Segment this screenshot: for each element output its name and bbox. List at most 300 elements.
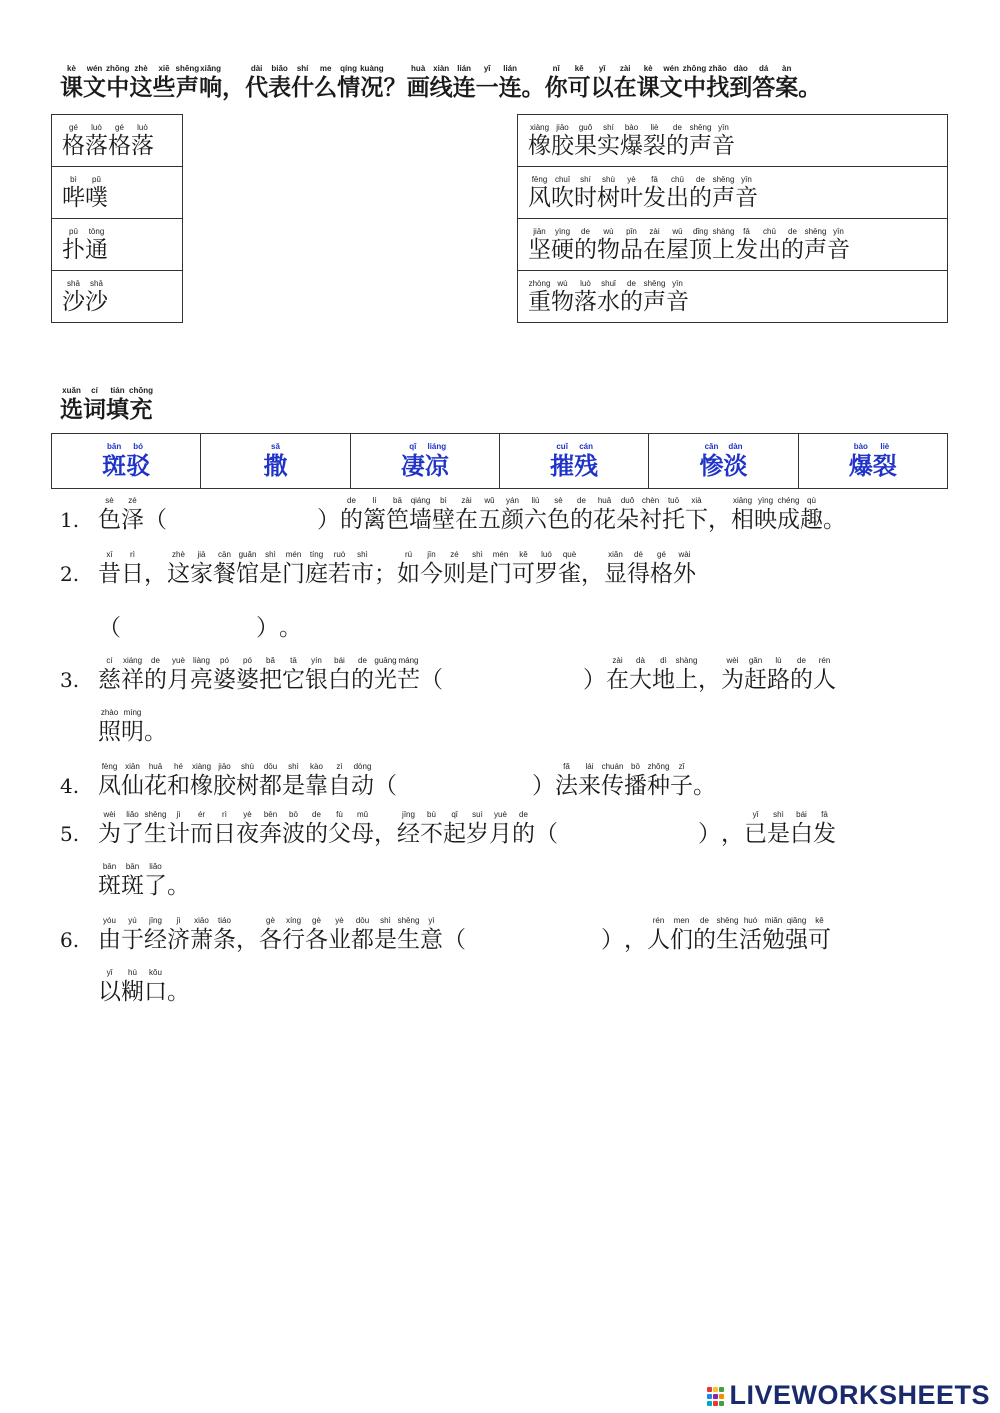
pinyin: tuō [667,496,680,505]
char-token [98,656,121,694]
char-token [478,496,501,534]
pinyin: xiāo [194,916,209,925]
char-token [689,175,712,211]
hanzi: 橡 [190,773,213,799]
char-token [698,656,721,694]
pinyin: hé [174,762,183,771]
pinyin [374,810,397,820]
pinyin: liàng [193,656,210,665]
hanzi: 。 [693,773,716,799]
pinyin: zǐ [678,762,685,771]
char-token [236,810,259,848]
pinyin: jīn [427,550,436,559]
char-token [190,656,213,694]
char-token [528,279,551,315]
section2-title [60,386,153,424]
pinyin: lù [775,656,782,665]
pinyin [144,550,167,560]
hanzi: 了 [121,821,144,847]
pinyin: xíng [285,916,302,925]
char-token [466,550,489,588]
question-line [98,762,716,800]
hanzi: 昔 [98,561,121,587]
pinyin [374,550,397,560]
hanzi: 音 [712,132,735,159]
char-token [374,762,397,800]
char-token [305,762,328,800]
hanzi: 篱 [363,507,386,533]
answer-blank[interactable] [167,506,317,534]
pinyin: zhǎo [708,64,727,73]
hanzi: ； [374,561,397,587]
char-token [314,64,337,102]
char-token [643,175,666,211]
pinyin: chū [763,226,776,236]
char-token [643,227,666,263]
hanzi: ， [222,74,246,101]
hanzi: 可 [512,561,535,587]
pinyin: guǒ [578,122,593,132]
sound-word-1[interactable] [52,115,183,167]
answer-blank[interactable] [558,820,698,848]
hanzi: 餐 [213,561,236,587]
char-token [121,656,144,694]
char-token [551,279,574,315]
hanzi: 把 [259,667,282,693]
pinyin: xiàng [191,762,212,771]
pinyin [443,916,466,926]
hanzi: 而 [190,821,213,847]
pinyin: shì [357,550,368,559]
pinyin: de [696,174,705,184]
pinyin: jiā [197,550,206,559]
hanzi: 淡 [723,451,748,480]
hanzi: ， [708,507,731,533]
pinyin: xuǎn [62,386,81,395]
hanzi: 月 [489,821,512,847]
char-token [98,916,121,954]
hanzi: 落 [131,132,154,159]
char-token [305,656,328,694]
pinyin: dá [759,64,769,73]
char-token [291,64,314,102]
char-token [213,810,236,848]
pinyin: zài [649,226,660,236]
hanzi: 是 [767,821,790,847]
question-line [98,810,836,848]
char-token [328,656,351,694]
char-token [62,227,85,263]
hanzi: 各 [305,927,328,953]
hanzi: 笆 [386,507,409,533]
hanzi: 壁 [432,507,455,533]
char-token [121,916,144,954]
question-number: 3. [60,668,80,692]
pinyin: kě [519,550,528,559]
char-token [660,64,683,102]
hanzi: 生 [144,821,167,847]
pinyin: bái [334,656,345,665]
pinyin [167,968,190,978]
sound-meaning-3[interactable] [518,219,948,271]
hanzi: 中 [106,74,130,101]
pinyin: shēng [175,64,200,73]
hanzi: 托 [662,507,685,533]
pinyin: fā [821,810,828,819]
char-token [245,64,268,102]
char-token [673,550,696,588]
hanzi: 音 [827,236,850,263]
char-token [597,175,620,211]
hanzi: 橡 [528,132,551,159]
char-token [167,762,190,800]
char-token [420,916,443,954]
hanzi: 实 [597,132,620,159]
hanzi: 波 [282,821,305,847]
hanzi: 什 [291,74,315,101]
pinyin: dào [733,64,748,73]
char-token [236,550,259,588]
hanzi: 糊 [121,979,144,1005]
hanzi: 来 [578,773,601,799]
char-token [752,64,775,102]
pinyin: shā [67,278,80,288]
hanzi: 沙 [62,288,85,315]
hanzi: ） [317,507,340,533]
char-token [305,810,328,848]
pinyin: yìng [757,496,774,505]
char-token [666,123,689,159]
hanzi: 格 [62,132,85,159]
pinyin: kě [815,916,824,925]
pinyin [144,708,167,718]
pinyin: bō [289,810,298,819]
char-token [167,810,190,848]
pinyin: cǎn [704,442,719,451]
char-token [384,64,407,102]
pinyin: luò [137,122,148,132]
hanzi: 生 [716,927,739,953]
hanzi: 婆 [236,667,259,693]
pinyin: guǎn [238,550,257,559]
pinyin: dòng [353,762,372,771]
pinyin: wù [603,226,614,236]
hanzi: ） [532,773,555,799]
char-token [716,916,739,954]
pinyin: àn [782,64,792,73]
hanzi: 。 [167,873,190,899]
hanzi: 罗 [535,561,558,587]
char-token [528,175,551,211]
sound-meaning-2[interactable] [518,167,948,219]
hanzi: 衬 [639,507,662,533]
hanzi: 文 [659,74,683,101]
char-token [144,762,167,800]
char-token [420,810,443,848]
hanzi: 岁 [466,821,489,847]
pinyin: zài [461,496,472,505]
pinyin: dàn [728,442,743,451]
hanzi: 成 [777,507,800,533]
pinyin: luò [91,122,102,132]
hanzi: 市 [351,561,374,587]
hanzi: 映 [754,507,777,533]
pinyin: shā [90,278,103,288]
pinyin: zhào [100,708,119,717]
pinyin: tōng [88,226,105,236]
word-bank-item[interactable] [350,434,499,489]
char-token [317,496,340,534]
pinyin: qiǎng [786,916,807,925]
char-token [601,762,624,800]
hanzi: 上 [712,236,735,263]
answer-blank[interactable] [397,772,532,800]
char-token [453,64,476,102]
char-token [512,550,535,588]
char-token [568,64,591,102]
char-token [167,656,190,694]
char-token [574,442,598,480]
logo-text: LIVEWORKSHEETS [729,1380,990,1410]
hanzi: 路 [767,667,790,693]
char-token [213,916,236,954]
pinyin: huà [411,64,426,73]
sound-meaning-1[interactable] [518,115,948,167]
hanzi: 条 [213,927,236,953]
pinyin: bān [107,442,122,451]
word-bank-item[interactable] [52,434,201,489]
hanzi: 由 [98,927,121,953]
word-bank-item[interactable] [798,434,947,489]
pinyin: huā [597,496,612,505]
hanzi: 连 [452,74,476,101]
hanzi: 计 [167,821,190,847]
char-token [167,916,190,954]
hanzi: 花 [144,773,167,799]
char-token [282,550,305,588]
hanzi: 课 [636,74,660,101]
pinyin [420,656,443,666]
pinyin: xiāng [732,496,753,505]
hanzi: 文 [83,74,106,101]
pinyin: shēng [643,278,666,288]
pinyin: de [358,656,367,665]
hanzi: ， [581,561,604,587]
char-token [643,123,666,159]
hanzi: 上 [675,667,698,693]
pinyin: zhè [134,64,148,73]
question-6 [60,912,940,1006]
pinyin: sè [554,496,563,505]
char-token [873,442,897,480]
char-token [167,550,190,588]
char-token [360,64,384,102]
hanzi: 祥 [121,667,144,693]
hanzi: 裂 [643,132,666,159]
pinyin: shàng [712,226,735,236]
hanzi: 人 [647,927,670,953]
char-token [827,227,850,263]
pinyin: shēng [144,810,167,819]
char-token [604,550,627,588]
char-token [551,175,574,211]
char-token [712,227,735,263]
pinyin [601,916,624,926]
char-token [351,916,374,954]
word-bank-item[interactable] [649,434,798,489]
hanzi: 噗 [85,184,108,211]
hanzi: 中 [682,74,706,101]
char-token [558,550,581,588]
pinyin: cān [218,550,231,559]
hanzi: 填 [106,396,129,423]
pinyin: lián [457,64,472,73]
pinyin: mén [285,550,302,559]
hanzi: 。 [279,615,302,641]
hanzi: 一 [475,74,499,101]
char-token [804,227,827,263]
char-token [790,810,813,848]
answer-blank[interactable] [466,926,601,954]
char-token [476,64,499,102]
hanzi: 发 [813,821,836,847]
char-token [263,442,287,480]
sound-word-4[interactable] [52,271,183,323]
hanzi: 是 [282,773,305,799]
hanzi: 树 [597,184,620,211]
hanzi: 强 [785,927,808,953]
question-line [98,708,167,746]
pinyin: zé [128,496,137,505]
char-token [213,550,236,588]
char-token [386,496,409,534]
hanzi: 今 [420,561,443,587]
char-token [666,279,689,315]
pinyin: chōng [129,386,153,395]
hanzi: ， [624,927,647,953]
char-token [108,123,131,159]
pinyin: fā [743,226,750,236]
pinyin: wù [557,278,568,288]
hanzi: 的 [305,821,328,847]
sound-meaning-4[interactable] [518,271,948,323]
char-token [374,810,397,848]
pinyin: cán [579,442,594,451]
pinyin: liè [650,122,659,132]
pinyin: zhòng [528,278,551,288]
pinyin: yīn [833,226,844,236]
hanzi: 种 [647,773,670,799]
answer-blank[interactable] [121,614,256,642]
char-token [758,227,781,263]
pinyin: yè [627,174,636,184]
question-line [98,862,190,900]
hanzi: 选 [60,396,83,423]
hanzi: 外 [673,561,696,587]
char-token [800,496,823,534]
hanzi: 在 [643,236,666,263]
hanzi: 于 [121,927,144,953]
pinyin: pǐn [626,226,637,236]
hanzi: 都 [351,927,374,953]
pinyin: jì [176,810,181,819]
pinyin: rú [404,550,413,559]
question-number: 6. [60,928,80,952]
pinyin: yīn [672,278,683,288]
pinyin [698,810,721,820]
pinyin: kào [310,762,323,771]
hanzi: 如 [397,561,420,587]
hanzi: 音 [735,184,758,211]
char-token [282,656,305,694]
char-token [121,550,144,588]
char-token [144,656,167,694]
pinyin: yè [335,916,344,925]
sound-word-3[interactable] [52,219,183,271]
pinyin [144,496,167,506]
hanzi: 撒 [263,451,288,480]
pinyin: sǎ [271,442,280,451]
char-token [528,227,551,263]
char-token [121,762,144,800]
hanzi: ） [256,615,279,641]
word-bank-item[interactable] [499,434,648,489]
pinyin: gé [657,550,666,559]
word-bank-item[interactable] [201,434,350,489]
char-token [259,656,282,694]
hanzi: 落 [85,132,108,159]
pinyin: cuī [556,442,568,451]
hanzi: ， [236,927,259,953]
char-token [729,64,752,102]
char-token [199,64,222,102]
pinyin: yuè [494,810,507,819]
hanzi: 显 [604,561,627,587]
pinyin: biǎo [271,64,288,73]
pinyin: tā [290,656,297,665]
pinyin: shì [773,810,784,819]
pinyin: jiān [533,226,546,236]
pinyin: yè [243,810,252,819]
answer-blank[interactable] [443,666,583,694]
pinyin [317,496,340,506]
hanzi: 相 [731,507,754,533]
question-number: 4. [60,774,80,798]
pinyin: rì [222,810,227,819]
pinyin: jīng [149,916,162,925]
hanzi: 播 [624,773,647,799]
hanzi: 花 [593,507,616,533]
char-token [762,916,785,954]
hanzi: 裂 [872,451,897,480]
hanzi: 法 [555,773,578,799]
char-token [443,916,466,954]
sound-word-2[interactable] [52,167,183,219]
pinyin: shì [265,550,276,559]
hanzi: 行 [282,927,305,953]
char-token [98,810,121,848]
char-token [328,810,351,848]
hanzi: 的 [666,132,689,159]
pinyin: nǐ [552,64,560,73]
pinyin: liáng [427,442,447,451]
pinyin: tián [110,386,125,395]
hanzi: 树 [236,773,259,799]
hanzi: 大 [629,667,652,693]
pinyin: bì [70,174,77,184]
hanzi: 经 [397,821,420,847]
char-token [121,968,144,1006]
